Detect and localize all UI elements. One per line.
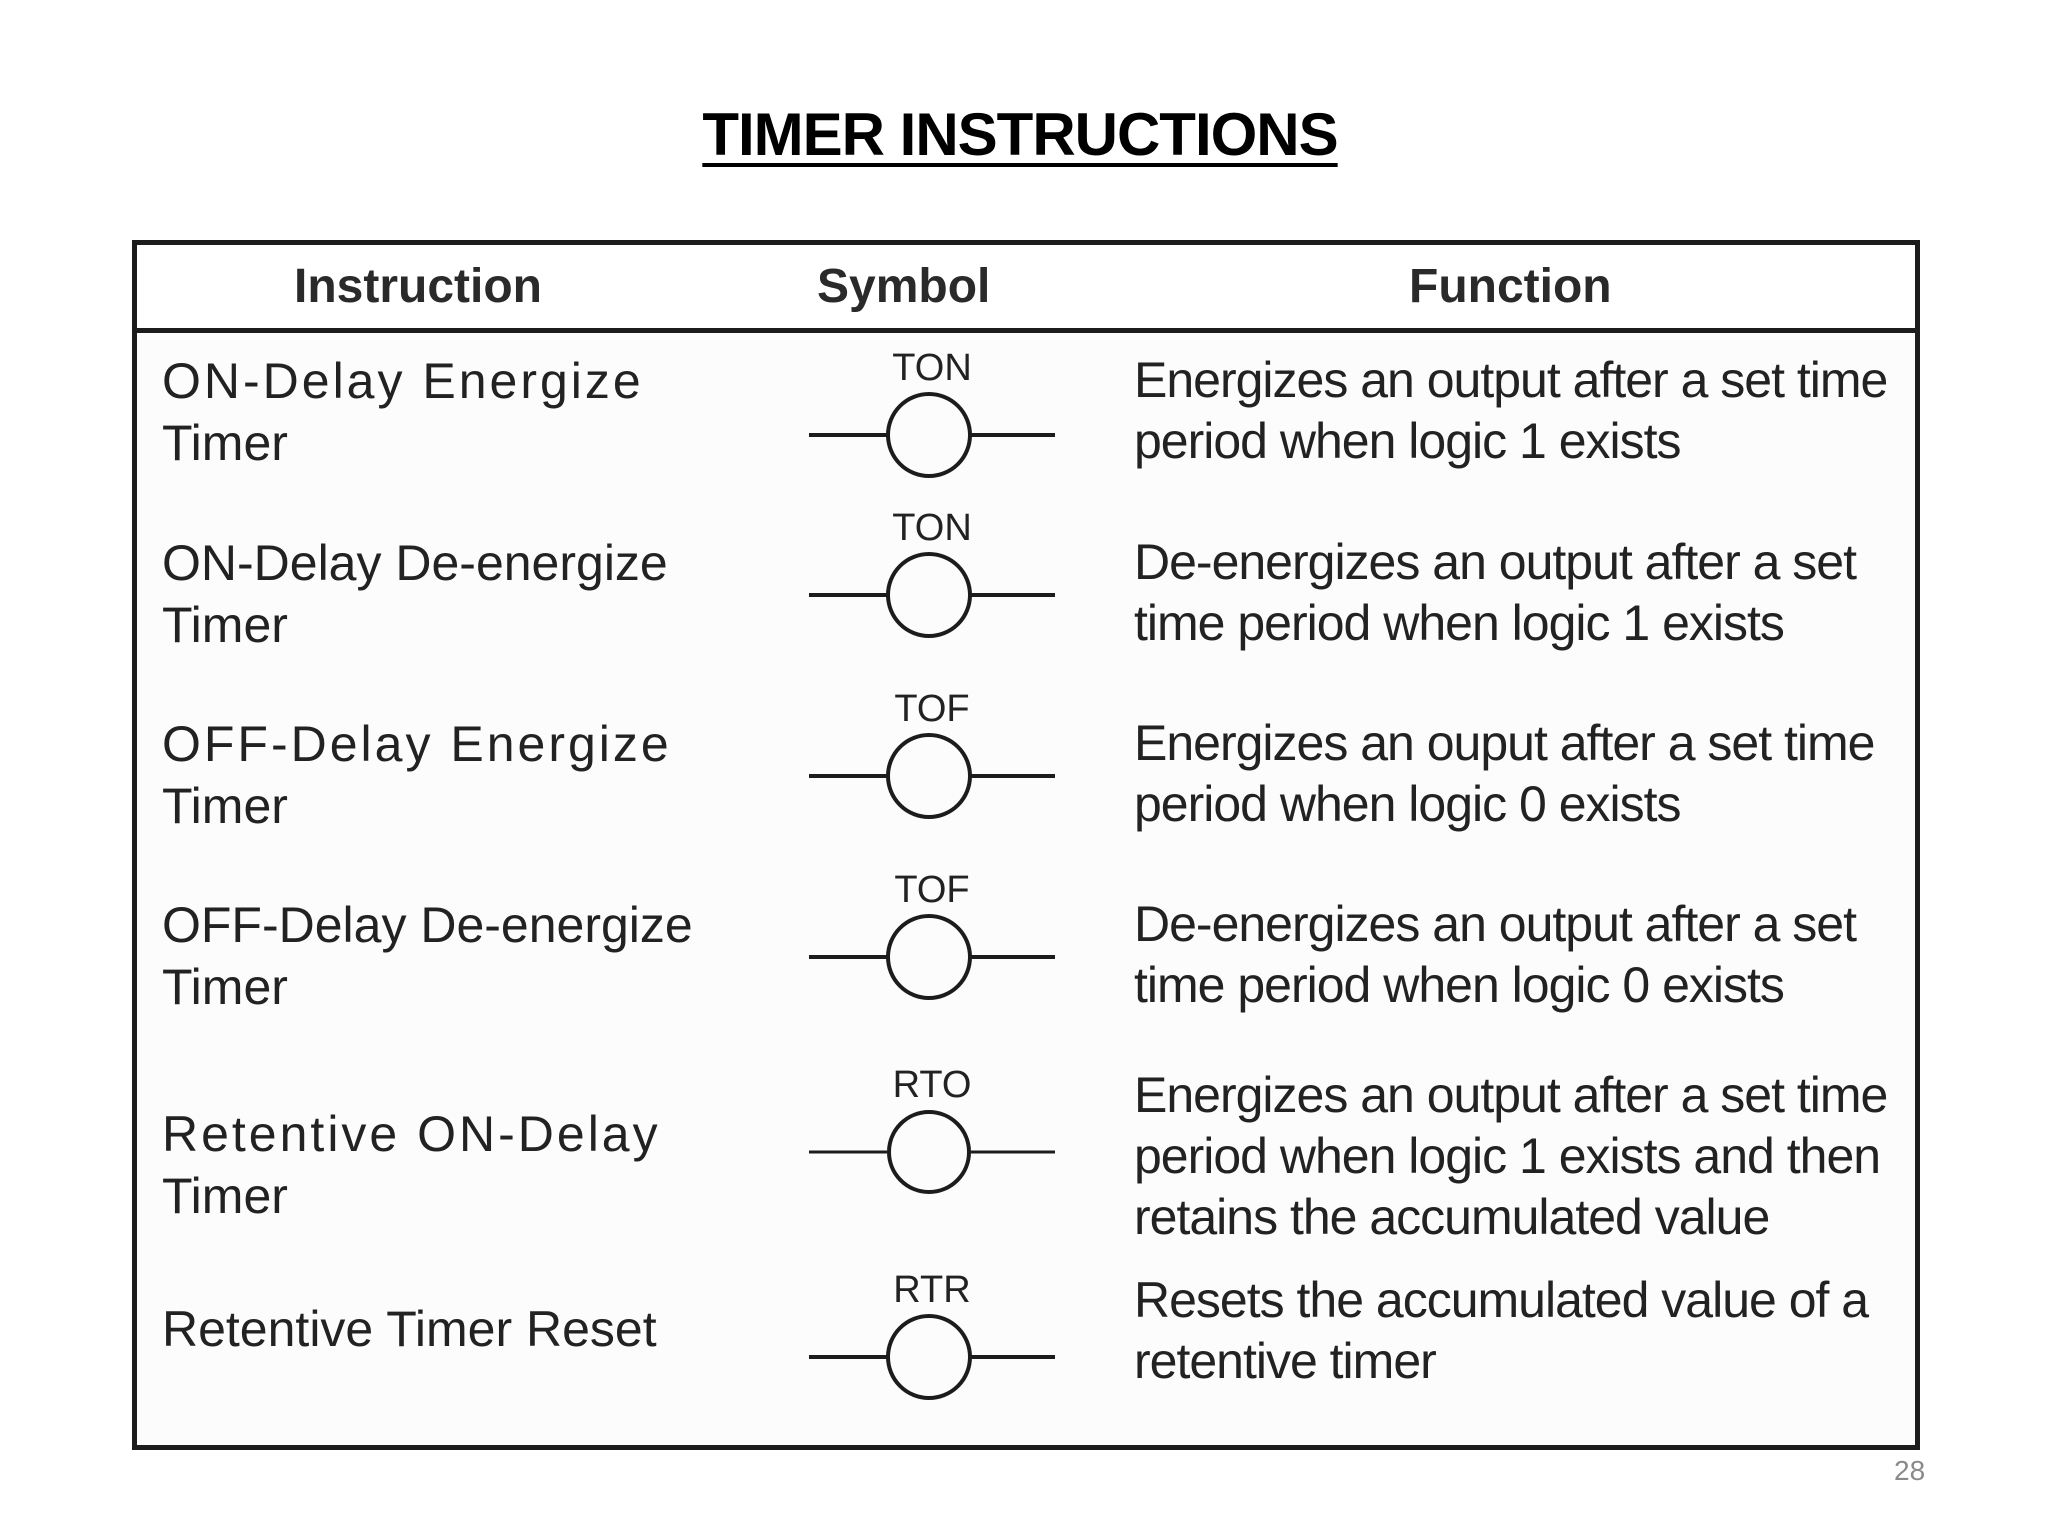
instruction-line: ON-Delay De-energize [162, 535, 668, 591]
timer-coil-symbol [805, 1065, 1059, 1205]
instruction-line: Timer [162, 597, 288, 653]
instruction-line: Timer [162, 415, 288, 471]
symbol-label: RTR [893, 1269, 971, 1311]
instruction-cell [162, 532, 668, 656]
function-line: De-energizes an output after a set [1134, 534, 1857, 590]
function-line: retains the accumulated value [1134, 1189, 1770, 1245]
function-cell [1134, 532, 1856, 654]
coil-icon [805, 731, 1059, 831]
symbol-label: TOF [894, 688, 970, 730]
function-line: retentive timer [1134, 1333, 1436, 1389]
function-line: time period when logic 0 exists [1134, 957, 1784, 1013]
function-line: Energizes an ouput after a set time [1134, 715, 1875, 771]
timer-coil-symbol [805, 870, 1059, 1010]
instruction-line: OFF-Delay De-energize [162, 897, 693, 953]
function-line: period when logic 1 exists [1134, 413, 1681, 469]
function-cell [1134, 1270, 1868, 1392]
symbol-label: TON [892, 507, 972, 549]
instruction-line: Retentive Timer Reset [162, 1301, 657, 1357]
function-line: Energizes an output after a set time [1134, 352, 1888, 408]
coil-icon [805, 1107, 1059, 1207]
instruction-cell [162, 1298, 657, 1360]
instruction-line: Retentive ON-Delay [162, 1106, 661, 1162]
coil-icon [805, 390, 1059, 490]
timer-coil-symbol [805, 689, 1059, 829]
instruction-line: OFF-Delay Energize [162, 716, 672, 772]
slide-title [0, 100, 2040, 169]
instruction-cell [162, 1103, 661, 1227]
coil-icon [805, 912, 1059, 1012]
function-cell [1134, 350, 1887, 472]
timer-instructions-table [132, 240, 1920, 1450]
page-number: 28 [1894, 1455, 1926, 1486]
symbol-label: RTO [892, 1064, 972, 1106]
timer-coil-symbol [805, 1270, 1059, 1410]
header-function: Function [1409, 260, 1612, 313]
function-line: time period when logic 1 exists [1134, 595, 1784, 651]
instruction-line: Timer [162, 959, 288, 1015]
slide-title-text: TIMER INSTRUCTIONS [702, 101, 1338, 168]
instruction-cell [162, 713, 672, 837]
coil-icon [805, 550, 1059, 650]
timer-coil-symbol [805, 508, 1059, 648]
instruction-line: Timer [162, 778, 288, 834]
function-cell [1134, 1065, 1887, 1248]
function-line: Energizes an output after a set time [1134, 1067, 1888, 1123]
symbol-label: TON [892, 347, 972, 389]
function-line: De-energizes an output after a set [1134, 896, 1857, 952]
coil-icon [805, 1312, 1059, 1412]
symbol-label: TOF [894, 869, 970, 911]
table-header-row [137, 245, 1915, 333]
instruction-cell [162, 350, 644, 474]
instruction-line: Timer [162, 1168, 288, 1224]
function-line: period when logic 0 exists [1134, 776, 1681, 832]
header-instruction: Instruction [294, 260, 542, 313]
header-symbol: Symbol [817, 260, 991, 313]
timer-coil-symbol [805, 348, 1059, 488]
function-cell [1134, 894, 1856, 1016]
function-cell [1134, 713, 1874, 835]
function-line: Resets the accumulated value of a [1134, 1272, 1869, 1328]
instruction-cell [162, 894, 693, 1018]
instruction-line: ON-Delay Energize [162, 353, 644, 409]
function-line: period when logic 1 exists and then [1134, 1128, 1881, 1184]
